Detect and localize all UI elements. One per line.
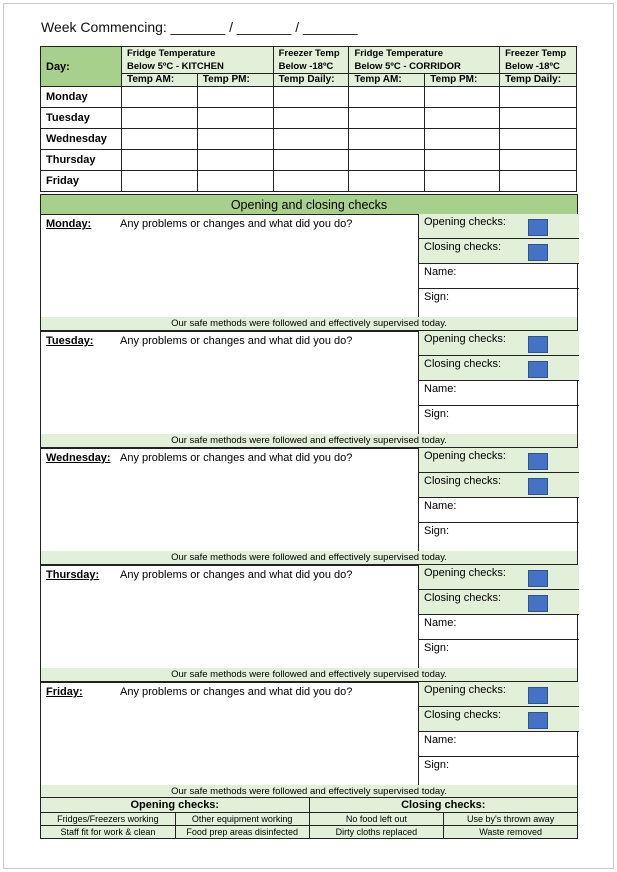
closing-checks-row: [419, 356, 579, 381]
check-item: Use by's thrown away: [444, 813, 578, 826]
name-field[interactable]: [419, 264, 579, 289]
day-name: Monday: [41, 87, 122, 108]
opening-checkbox[interactable]: [528, 219, 548, 236]
supervision-statement: Our safe methods were followed and effectively supervised today.: [40, 551, 578, 565]
checklist-table: [40, 797, 578, 839]
problems-prompt: Any problems or changes and what did you do?: [120, 452, 353, 464]
sign-field[interactable]: [419, 640, 579, 667]
day-label: Monday:: [46, 218, 92, 230]
subheader: Temp PM:: [197, 74, 273, 87]
opening-checks-label: Opening checks:: [424, 216, 506, 228]
subheader: Temp Daily:: [273, 74, 349, 87]
week-commencing[interactable]: Week Commencing: _______ / _______ / _______: [41, 19, 358, 35]
group-header: Freezer Temp Below -18ºC: [500, 47, 577, 74]
day-label: Thursday:: [46, 569, 100, 581]
name-label: Name:: [424, 500, 457, 512]
temp-cell[interactable]: [197, 129, 273, 150]
day-row: [41, 150, 577, 171]
opening-checks-title: Opening checks:: [41, 798, 310, 813]
subheader: Temp PM:: [425, 74, 500, 87]
opening-checks-label: Opening checks:: [424, 450, 506, 462]
subheader: Temp AM:: [121, 74, 197, 87]
day-row: [41, 87, 577, 108]
closing-checkbox[interactable]: [528, 361, 548, 378]
problems-prompt: Any problems or changes and what did you do?: [120, 335, 353, 347]
opening-checks-label: Opening checks:: [424, 684, 506, 696]
closing-checks-label: Closing checks:: [424, 241, 502, 253]
opening-checkbox[interactable]: [528, 453, 548, 470]
check-item: Waste removed: [444, 826, 578, 839]
day-label: Wednesday:: [46, 452, 111, 464]
day-name: Tuesday: [41, 108, 122, 129]
day-block: [40, 214, 578, 318]
day-header: Day:: [41, 47, 122, 87]
temp-cell[interactable]: [273, 129, 349, 150]
day-row: [41, 129, 577, 150]
temp-cell[interactable]: [349, 108, 425, 129]
temp-cell[interactable]: [121, 171, 197, 192]
check-item: Dirty cloths replaced: [309, 826, 444, 839]
sign-field[interactable]: [419, 757, 579, 784]
name-field[interactable]: [419, 381, 579, 406]
temp-cell[interactable]: [500, 171, 577, 192]
temp-cell[interactable]: [273, 150, 349, 171]
day-row: [41, 108, 577, 129]
opening-checks-row: [419, 331, 579, 356]
opening-checks-row: [419, 682, 579, 707]
temp-cell[interactable]: [425, 129, 500, 150]
day-block: [40, 682, 578, 786]
group-header: Freezer Temp Below -18ºC: [273, 47, 349, 74]
check-item: No food left out: [309, 813, 444, 826]
checks-title: Opening and closing checks: [40, 194, 578, 215]
check-item: Other equipment working: [175, 813, 309, 826]
name-label: Name:: [424, 383, 457, 395]
day-label: Tuesday:: [46, 335, 94, 347]
temp-cell[interactable]: [273, 87, 349, 108]
opening-checkbox[interactable]: [528, 336, 548, 353]
temp-cell[interactable]: [121, 108, 197, 129]
closing-checkbox[interactable]: [528, 244, 548, 261]
opening-checks-row: [419, 448, 579, 473]
temp-cell[interactable]: [121, 129, 197, 150]
closing-checkbox[interactable]: [528, 712, 548, 729]
temp-cell[interactable]: [349, 150, 425, 171]
day-block: [40, 331, 578, 435]
day-name: Wednesday: [41, 129, 122, 150]
supervision-statement: Our safe methods were followed and effectively supervised today.: [40, 785, 578, 799]
subheader: Temp AM:: [349, 74, 425, 87]
temperature-table: [40, 46, 577, 192]
opening-checks-label: Opening checks:: [424, 333, 506, 345]
day-name: Thursday: [41, 150, 122, 171]
subheader: Temp Daily:: [500, 74, 577, 87]
opening-checks-row: [419, 214, 579, 239]
temp-cell[interactable]: [425, 108, 500, 129]
temp-cell[interactable]: [121, 87, 197, 108]
check-item: Staff fit for work & clean: [41, 826, 176, 839]
name-label: Name:: [424, 617, 457, 629]
problems-prompt: Any problems or changes and what did you do?: [120, 569, 353, 581]
sign-label: Sign:: [424, 291, 450, 303]
temp-cell[interactable]: [349, 129, 425, 150]
checks-panel: [418, 214, 579, 318]
checks-panel: [418, 682, 579, 786]
supervision-statement: Our safe methods were followed and effectively supervised today.: [40, 668, 578, 682]
closing-checks-row: [419, 473, 579, 498]
temp-cell[interactable]: [197, 150, 273, 171]
closing-checks-label: Closing checks:: [424, 358, 502, 370]
temp-cell[interactable]: [273, 171, 349, 192]
sign-label: Sign:: [424, 408, 450, 420]
name-label: Name:: [424, 266, 457, 278]
checks-panel: [418, 565, 579, 669]
supervision-statement: Our safe methods were followed and effectively supervised today.: [40, 317, 578, 331]
sign-field[interactable]: [419, 406, 579, 433]
name-field[interactable]: [419, 732, 579, 757]
temp-cell[interactable]: [349, 171, 425, 192]
temp-cell[interactable]: [500, 108, 577, 129]
closing-checks-label: Closing checks:: [424, 709, 502, 721]
opening-checkbox[interactable]: [528, 570, 548, 587]
closing-checks-label: Closing checks:: [424, 592, 502, 604]
closing-checks-label: Closing checks:: [424, 475, 502, 487]
problems-prompt: Any problems or changes and what did you do?: [120, 686, 353, 698]
check-item: Food prep areas disinfected: [175, 826, 309, 839]
closing-checkbox[interactable]: [528, 595, 548, 612]
sign-label: Sign:: [424, 525, 450, 537]
opening-checks-row: [419, 565, 579, 590]
group-header: Fridge Temperature Below 5ºC - KITCHEN: [121, 47, 273, 74]
temp-cell[interactable]: [500, 129, 577, 150]
sign-field[interactable]: [419, 289, 579, 316]
temp-cell[interactable]: [425, 87, 500, 108]
temp-cell[interactable]: [273, 108, 349, 129]
sign-label: Sign:: [424, 759, 450, 771]
sign-field[interactable]: [419, 523, 579, 550]
problems-prompt: Any problems or changes and what did you do?: [120, 218, 353, 230]
closing-checkbox[interactable]: [528, 478, 548, 495]
name-field[interactable]: [419, 615, 579, 640]
name-field[interactable]: [419, 498, 579, 523]
name-label: Name:: [424, 734, 457, 746]
closing-checks-title: Closing checks:: [309, 798, 577, 813]
checks-panel: [418, 331, 579, 435]
temp-cell[interactable]: [349, 87, 425, 108]
group-header: Fridge Temperature Below 5ºC - CORRIDOR: [349, 47, 500, 74]
opening-checks-label: Opening checks:: [424, 567, 506, 579]
sign-label: Sign:: [424, 642, 450, 654]
day-label: Friday:: [46, 686, 83, 698]
closing-checks-row: [419, 707, 579, 732]
closing-checks-row: [419, 590, 579, 615]
day-name: Friday: [41, 171, 122, 192]
check-item: Fridges/Freezers working: [41, 813, 176, 826]
temp-cell[interactable]: [500, 87, 577, 108]
day-row: [41, 171, 577, 192]
temp-cell[interactable]: [500, 150, 577, 171]
temp-cell[interactable]: [197, 108, 273, 129]
supervision-statement: Our safe methods were followed and effectively supervised today.: [40, 434, 578, 448]
temp-cell[interactable]: [425, 171, 500, 192]
temp-cell[interactable]: [425, 150, 500, 171]
temp-cell[interactable]: [121, 150, 197, 171]
day-block: [40, 448, 578, 552]
opening-checkbox[interactable]: [528, 687, 548, 704]
temp-cell[interactable]: [197, 171, 273, 192]
checks-panel: [418, 448, 579, 552]
closing-checks-row: [419, 239, 579, 264]
day-block: [40, 565, 578, 669]
temp-cell[interactable]: [197, 87, 273, 108]
